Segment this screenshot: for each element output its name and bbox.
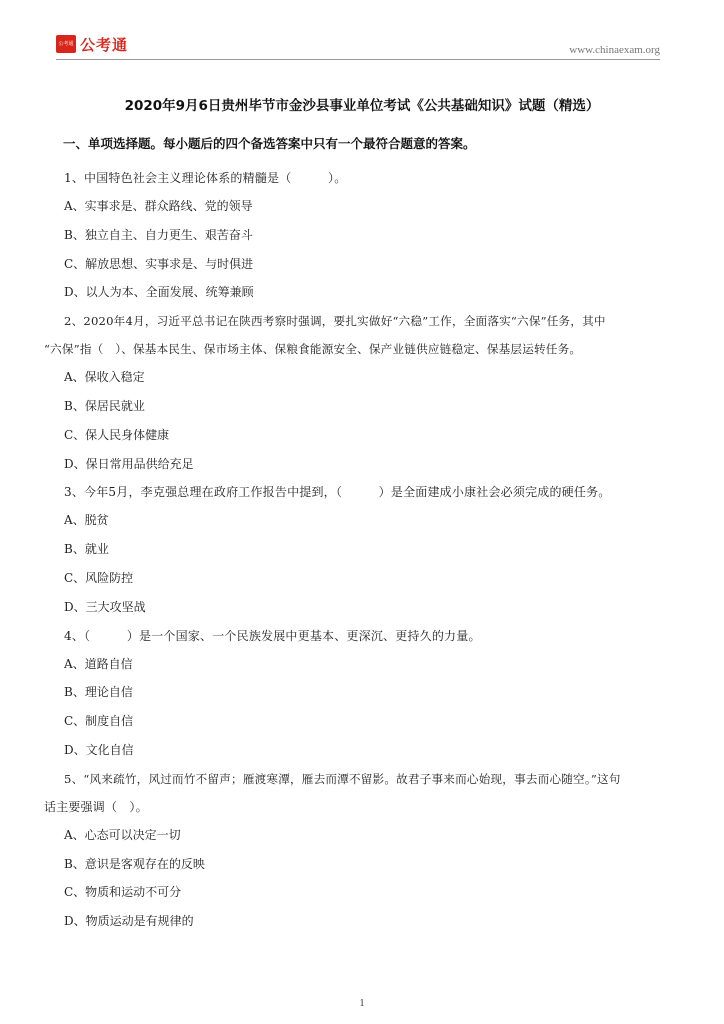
- question-3: [64, 478, 664, 621]
- logo-badge-icon: 公考通: [56, 35, 76, 53]
- option-c: C、物质和运动不可分: [64, 885, 182, 900]
- option-d: D、三大攻坚战: [64, 599, 146, 614]
- option-d: D、以人为本、全面发展、统筹兼顾: [64, 285, 254, 300]
- question-stem: 1、中国特色社会主义理论体系的精髓是（ ）。: [64, 171, 347, 185]
- option-d: D、文化自信: [64, 742, 134, 757]
- question-1: [64, 164, 664, 307]
- option-a: A、实事求是、群众路线、党的领导: [64, 199, 253, 213]
- option-c: C、解放思想、实事求是、与时俱进: [64, 256, 254, 271]
- question-stem: 2、2020年4月，习近平总书记在陕西考察时强调，要扎实做好“六稳”工作，全面落实“六保”任务，其中: [64, 314, 606, 329]
- option-b: B、就业: [64, 542, 109, 557]
- page-header: [0, 0, 724, 62]
- option-a: A、脱贫: [64, 513, 109, 528]
- question-2: [44, 307, 664, 478]
- logo[interactable]: [56, 34, 128, 54]
- site-url[interactable]: www.chinaexam.org: [569, 44, 660, 56]
- option-b: B、意识是客观存在的反映: [64, 856, 205, 871]
- question-stem: 3、今年5月，李克强总理在政府工作报告中提到，（ ）是全面建成小康社会必须完成的硬任务。: [64, 485, 611, 500]
- option-b: B、独立自主、自力更生、艰苦奋斗: [64, 227, 253, 242]
- question-5: [44, 765, 664, 936]
- option-a: A、保收入稳定: [64, 370, 145, 385]
- question-stem-continued: 话主要强调（ ）。: [44, 799, 148, 814]
- document-body: [44, 136, 664, 936]
- section-heading: 一、单项选择题。每小题后的四个备选答案中只有一个最符合题意的答案。: [63, 136, 476, 151]
- option-b: B、理论自信: [64, 685, 133, 700]
- logo-text: 公考通: [80, 35, 129, 54]
- header-divider: [56, 59, 660, 60]
- option-a: A、道路自信: [64, 656, 133, 671]
- option-a: A、心态可以决定一切: [64, 827, 181, 842]
- page-number: 1: [359, 998, 365, 1009]
- option-c: C、制度自信: [64, 714, 134, 729]
- option-c: C、保人民身体健康: [64, 427, 170, 442]
- question-stem-continued: “六保”指（ ）、保基本民生、保市场主体、保粮食能源安全、保产业链供应链稳定、保基层运转任务。: [44, 342, 582, 357]
- option-c: C、风险防控: [64, 570, 134, 585]
- question-stem: 4、（ ）是一个国家、一个民族发展中更基本、更深沉、更持久的力量。: [64, 628, 481, 643]
- document-title: 2020年9月6日贵州毕节市金沙县事业单位考试《公共基础知识》试题（精选）: [124, 98, 600, 114]
- option-d: D、物质运动是有规律的: [64, 914, 194, 929]
- option-d: D、保日常用品供给充足: [64, 456, 194, 471]
- question-4: [64, 622, 664, 765]
- question-stem: 5、“风来疏竹，风过而竹不留声；雁渡寒潭，雁去而潭不留影。故君子事来而心始现，事去而心随空。”这句: [64, 771, 621, 786]
- option-b: B、保居民就业: [64, 398, 145, 413]
